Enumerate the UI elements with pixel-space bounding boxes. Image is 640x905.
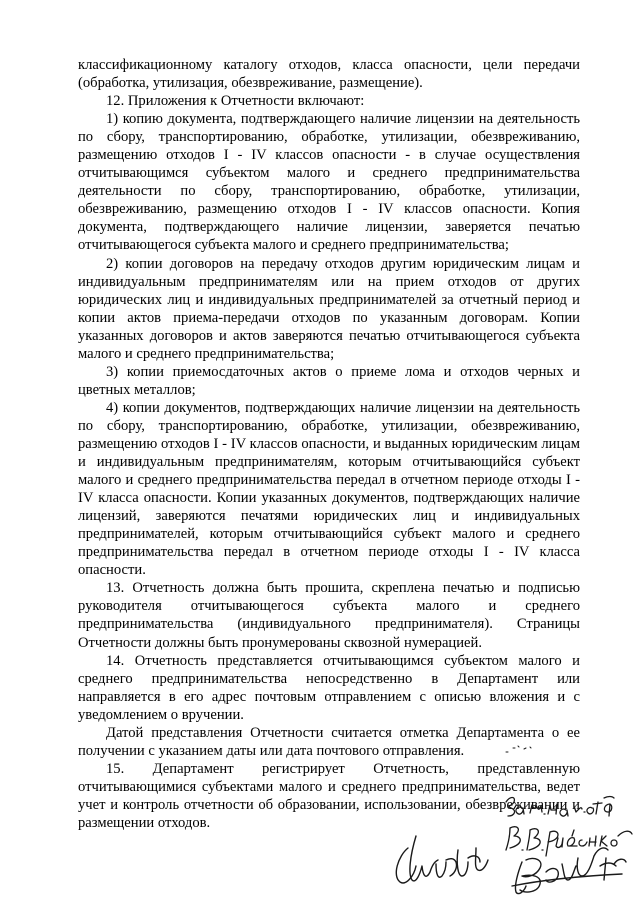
signature-left: [396, 836, 488, 883]
document-body: [78, 56, 580, 832]
paragraph-12-heading: 12. Приложения к Отчетности включают:: [106, 93, 365, 110]
handwritten-position-note: [506, 797, 614, 817]
handwritten-signatures: [388, 740, 640, 905]
paragraph-12-item-4: 4) копии документов, подтверждающих наличие лицензии на деятельность по сбору, транспортированию, обработке, утилизации, обезвреживанию, размещению отходов I - IV классов опасности, и выданных юридическим лицам и индивидуальным предпринимателям, которым отчитывающийся субъект малого и среднего предпринимательства передал в отчетном периоде отходы I - IV класса опасности. Копии указанных документов, подтверждающих наличие лицензий, заверяются печатями юридических лиц и индивидуальных предпринимателей, которым отчитывающийся субъект малого и среднего предпринимательства передал в отчетном периоде отходы I - IV класса опасности.: [78, 399, 580, 579]
paragraph-continuation: классификационному каталогу отходов, класса опасности, цели передачи (обработка, утилизация, обезвреживание, размещение).: [78, 57, 580, 92]
paragraph-12-item-3: 3) копии приемосдаточных актов о приеме лома и отходов черных и цветных металлов;: [78, 363, 580, 398]
paragraph-12-item-2: 2) копии договоров на передачу отходов другим юридическим лицам и индивидуальным предпринимателям или на прием отходов от других юридических лиц и индивидуальных предпринимателей за отчетный период и копии актов приема-передачи отходов по указанным договорам. Копии указанных договоров и актов заверяются печатью отчитывающегося субъекта малого и среднего предпринимательства;: [78, 255, 580, 362]
paragraph-15: 15. Департамент регистрирует Отчетность, представленную отчитывающимися субъектами малого и среднего предпринимательства, ведет учет и контроль отчетности об образовании, использовании, обезвреживании и размещении отходов.: [78, 760, 580, 831]
signature-right: [512, 848, 626, 894]
paragraph-13: 13. Отчетность должна быть прошита, скреплена печатью и подписью руководителя отчитывающегося субъекта малого и среднего предпринимательства (индивидуального предпринимателя). Страницы Отчетности должны быть пронумерованы сквозной нумерацией.: [78, 580, 580, 651]
paragraph-14: 14. Отчетность представляется отчитывающимся субъектом малого и среднего предпринимательства непосредственно в Департамент или направляется в его адрес почтовым отправлением с описью вложения и с уведомлением о вручении.: [78, 652, 580, 723]
handwritten-name-note: [506, 827, 632, 856]
paragraph-12-item-1: 1) копию документа, подтверждающего наличие лицензии на деятельность по сбору, транспортированию, обработке, утилизации, обезвреживанию, размещению отходов I - IV классов опасности - в случае осуществления отчитывающимся субъектом малого и среднего предпринимательства деятельности по сбору, транспортированию, обработке, утилизации, обезвреживанию, размещению отходов I - IV классов опасности. Копия документа, подтверждающего наличие лицензии, заверяется печатью отчитывающегося субъекта малого и среднего предпринимательства;: [78, 111, 580, 254]
paragraph-14-date-note: Датой представления Отчетности считается отметка Департамента о ее получении с указанием даты или дата почтового отправления.: [78, 724, 580, 759]
signature-graphic: [388, 740, 640, 905]
